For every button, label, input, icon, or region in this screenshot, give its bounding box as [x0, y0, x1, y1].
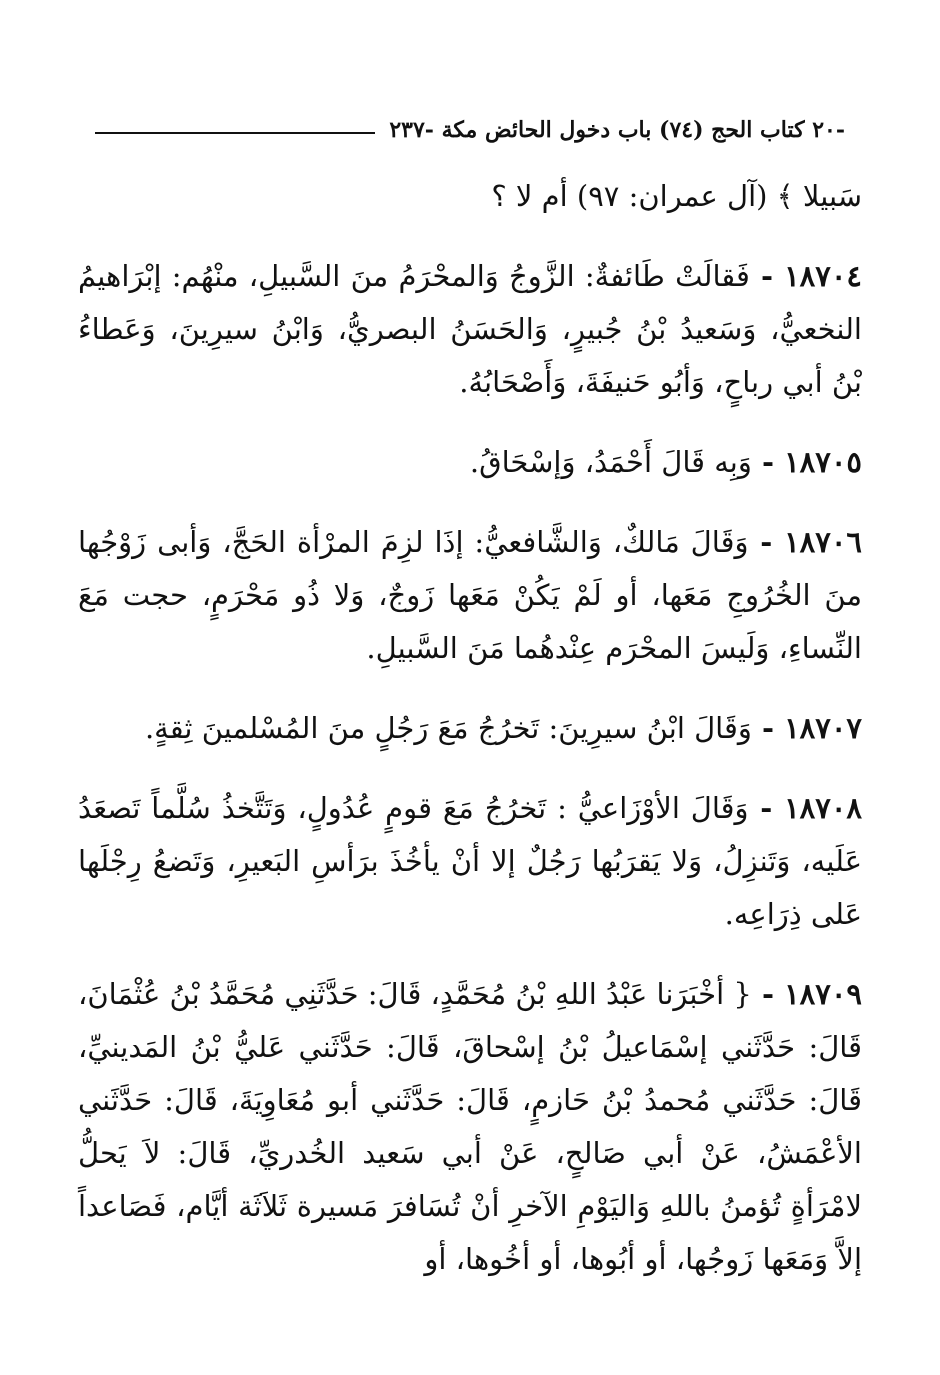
- paragraph-18708: [78, 782, 862, 941]
- page-body: [78, 170, 862, 1313]
- paragraph-18709: [78, 968, 862, 1286]
- paragraph-number: ١٨٧٠٤ -: [749, 259, 862, 293]
- paragraph-number: ١٨٧٠٥ -: [751, 445, 862, 479]
- paragraph-text: وَقَالَ مَالكٌ، وَالشَّافعيُّ: إذَا لزِمَ المرْأة الحَجَّ، وَأبى زَوْجُها منَ الخُرُوجِ مَعَها، أو لَمْ يَكُنْ مَعَها زَوجٌ، وَلا ذُو مَحْرَمٍ، حجت مَعَ النِّساءِ، وَلَيسَ المحْرَم عِنْدهُما مَنَ السَّبيلِ.: [78, 525, 862, 665]
- paragraph-text: { أخْبَرَنا عَبْدُ اللهِ بْنُ مُحَمَّدٍ، قَالَ: حَدَّثَنِي مُحَمَّدُ بْنُ عُثْمَانَ، قَالَ: حَدَّثَني إسْمَاعيلُ بْنُ إسْحاقَ، قَالَ: حَدَّثَني عَليُّ بْنُ المَدينيِّ، قَالَ: حَدَّثَني مُحمدُ بْنُ حَازمٍ، قَالَ: حَدَّثَني أبو مُعَاوِيَةَ، قَالَ: حَدَّثَني الأعْمَشُ، عَنْ أبي صَالحٍ، عَنْ أبي سَعيد الخُدريِّ، قَالَ: لاَ يَحلُّ لامْرَأةٍ تُؤمنُ باللهِ وَاليَوْمِ الآخرِ أنْ تُسَافرَ مَسيرة ثَلاَثَة أيَّام، فَصَاعداً إلاَّ وَمَعَها زَوجُها، أو أبُوها، أو أخُوها، أو: [78, 977, 862, 1276]
- paragraph-18704: [78, 250, 862, 409]
- paragraph-text: فَقالَتْ طَائفةٌ: الزَّوجُ وَالمحْرَمُ منَ السَّبيلِ، منْهُم: إبْرَاهيمُ النخعيُّ، وَسَعيدُ بْنُ جُبيرٍ، وَالحَسَنُ البصريُّ، وَابْنُ سيرِينَ، وَعَطاءُ بْنُ أبي رباحٍ، وَأبُو حَنيفَةَ، وَأَصْحَابُهُ.: [78, 259, 862, 399]
- paragraph-text: وَبِه قَالَ أَحْمَدُ، وَإسْحَاقُ.: [469, 445, 752, 479]
- paragraph-number: ١٨٧٠٦ -: [748, 525, 862, 559]
- paragraph-continuation: [78, 170, 862, 223]
- paragraph-text: وَقَالَ ابْنُ سيرِينَ: تَخرُجُ مَعَ رَجُلٍ منَ المُسْلمينَ ثِقةٍ.: [144, 711, 752, 745]
- paragraph-text: وَقَالَ الأوْزَاعيُّ : تَخرُجُ مَعَ قومٍ عُدُولٍ، وَتَتَّخذُ سُلَّماً تَصعَدُ عَلَيه، وَتَنزِلُ، وَلا يَقرَبُها رَجُلٌ إلا أنْ يأخُذَ برَأسِ البَعيرِ، وَتَضعُ رِجْلَها عَلى ذِرَاعِه.: [78, 791, 862, 931]
- running-header: [93, 108, 845, 152]
- running-title: -٢٠ كتاب الحج (٧٤) باب دخول الحائض مكة -٢٣٧: [375, 117, 845, 143]
- paragraph-18706: [78, 516, 862, 675]
- paragraph-text: سَبيلا ﴾ (آل عمران: ٩٧) أم لا ؟: [491, 179, 862, 213]
- paragraph-number: ١٨٧٠٧ -: [751, 711, 862, 745]
- paragraph-number: ١٨٧٠٨ -: [748, 791, 862, 825]
- paragraph-18707: [78, 702, 862, 755]
- paragraph-number: ١٨٧٠٩ -: [751, 977, 862, 1011]
- paragraph-18705: [78, 436, 862, 489]
